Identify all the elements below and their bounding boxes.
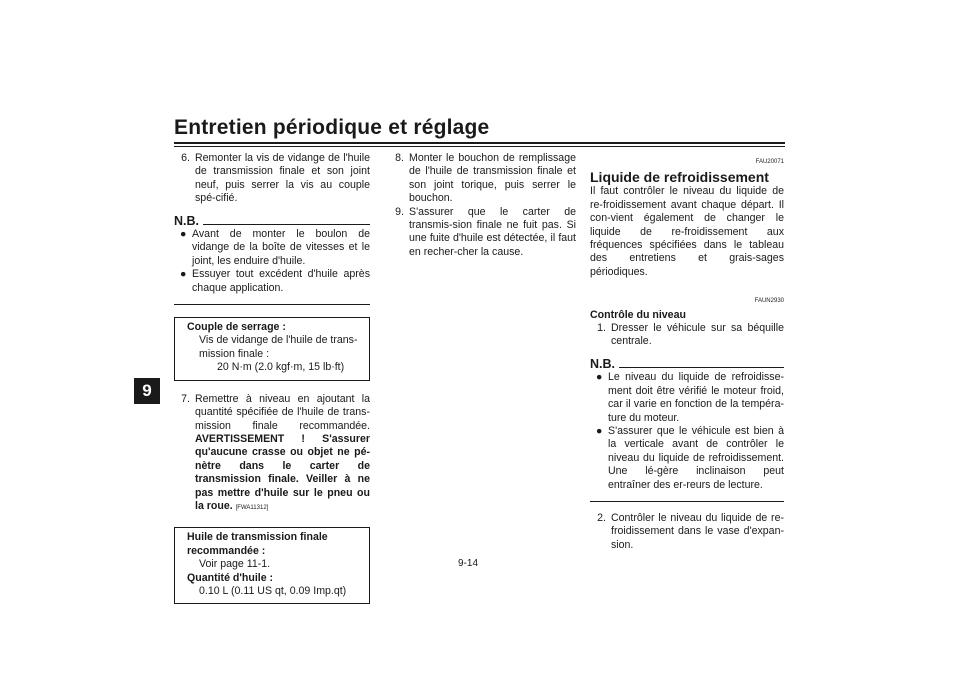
bullet-icon: ● bbox=[180, 268, 187, 281]
step-number: 7. bbox=[181, 392, 190, 405]
section-intro: Il faut contrôler le niveau du liquide de re-froidissement avant chaque départ. Il con-vient également de changer le liquide de re-froidissement aux fréquences spécifiées dans le tableau des entretiens et grais-sages périodiques. bbox=[590, 185, 784, 278]
note-end-rule bbox=[174, 304, 370, 305]
note-bullet bbox=[596, 425, 784, 492]
note-text: Le niveau du liquide de refroidisse-ment doit être vérifié le moteur froid, car il varie en fonction de la tempéra-ture du moteur. bbox=[608, 371, 784, 424]
step-text: S'assurer que le carter de transmis-sion finale ne fuit pas. Si une fuite d'huile est détectée, il faut en recher-cher la cause. bbox=[409, 205, 576, 258]
note-bullet bbox=[596, 371, 784, 425]
note-text: S'assurer que le véhicule est bien à la verticale avant de contrôler le niveau du liquide de refroidissement. Une lé-gère inclinaison peut entraîner des er-reurs de lecture. bbox=[608, 424, 784, 491]
ref-tag: FAUN2930 bbox=[754, 298, 784, 305]
step-9 bbox=[388, 206, 576, 260]
column-1 bbox=[174, 152, 370, 604]
note-end-rule bbox=[590, 501, 784, 502]
header-rule-thin bbox=[174, 146, 785, 147]
oil-spec-box bbox=[174, 527, 370, 604]
step-text-block bbox=[195, 393, 370, 516]
torque-spec-box bbox=[174, 317, 370, 381]
bullet-icon: ● bbox=[596, 424, 603, 437]
torque-line: mission finale : bbox=[199, 347, 270, 360]
oil-title: recommandée : bbox=[187, 544, 266, 557]
step-2 bbox=[590, 512, 784, 552]
note-label: N.B. bbox=[590, 356, 615, 371]
step-text: Monter le bouchon de remplissage de l'huile de transmission finale et son joint torique, puis serrer le bouchon. bbox=[409, 152, 576, 205]
note-label: N.B. bbox=[174, 213, 199, 228]
warning-text: AVERTISSEMENT ! S'assurer qu'aucune crasse ou objet ne pé-nètre dans le carter de transmission finale. Veiller à ne pas mettre d'huile sur le pneu ou la roue. bbox=[195, 432, 370, 512]
note-header bbox=[174, 215, 370, 228]
note-text: Essuyer tout excédent d'huile après chaque application. bbox=[192, 268, 370, 294]
page-title: Entretien périodique et réglage bbox=[174, 116, 490, 139]
column-3 bbox=[590, 152, 784, 552]
note-rule bbox=[619, 367, 784, 368]
note-text: Avant de monter le boulon de vidange de la boîte de vitesses et le joint, les enduire d'huile. bbox=[192, 228, 370, 267]
page-number: 9-14 bbox=[458, 558, 479, 569]
torque-line: Vis de vidange de l'huile de trans- bbox=[199, 334, 358, 347]
step-1 bbox=[590, 322, 784, 349]
header-rule bbox=[174, 142, 785, 144]
warning-code: [FWA11312] bbox=[235, 504, 269, 511]
bullet-icon: ● bbox=[596, 371, 603, 384]
step-number: 9. bbox=[395, 205, 404, 218]
note-bullet bbox=[180, 228, 370, 268]
step-8 bbox=[388, 152, 576, 206]
section-heading: Liquide de refroidissement bbox=[590, 169, 769, 186]
oil-ref: Voir page 11-1. bbox=[199, 558, 271, 571]
step-7 bbox=[174, 393, 370, 516]
step-text: Remonter la vis de vidange de l'huile de transmission finale et son joint neuf, puis serrer la vis au couple spé-cifié. bbox=[195, 152, 370, 205]
note-header bbox=[590, 358, 784, 371]
step-number: 2. bbox=[597, 511, 606, 524]
oil-title: Huile de transmission finale bbox=[187, 531, 328, 544]
step-text: Contrôler le niveau du liquide de re-froidissement dans le vase d'expan-sion. bbox=[611, 511, 784, 551]
subheading: Contrôle du niveau bbox=[590, 308, 686, 321]
chapter-tab: 9 bbox=[134, 378, 160, 404]
ref-tag: FAU20071 bbox=[755, 159, 784, 165]
note-rule bbox=[203, 224, 370, 225]
column-2 bbox=[388, 152, 576, 259]
oil-qty: 0.10 L (0.11 US qt, 0.09 Imp.qt) bbox=[199, 584, 347, 597]
step-text: Dresser le véhicule sur sa béquille centrale. bbox=[611, 322, 784, 348]
torque-title: Couple de serrage : bbox=[187, 321, 286, 334]
step-text: Remettre à niveau en ajoutant la quantité spécifiée de l'huile de trans-mission finale recommandée. bbox=[195, 392, 370, 432]
bullet-icon: ● bbox=[180, 228, 187, 241]
step-6 bbox=[174, 152, 370, 206]
step-number: 1. bbox=[597, 322, 606, 335]
step-number: 8. bbox=[395, 152, 404, 164]
note-bullet bbox=[180, 268, 370, 295]
oil-qty-title: Quantité d'huile : bbox=[187, 571, 274, 584]
torque-value: 20 N·m (2.0 kgf·m, 15 lb·ft) bbox=[217, 361, 345, 374]
step-number: 6. bbox=[181, 152, 190, 164]
